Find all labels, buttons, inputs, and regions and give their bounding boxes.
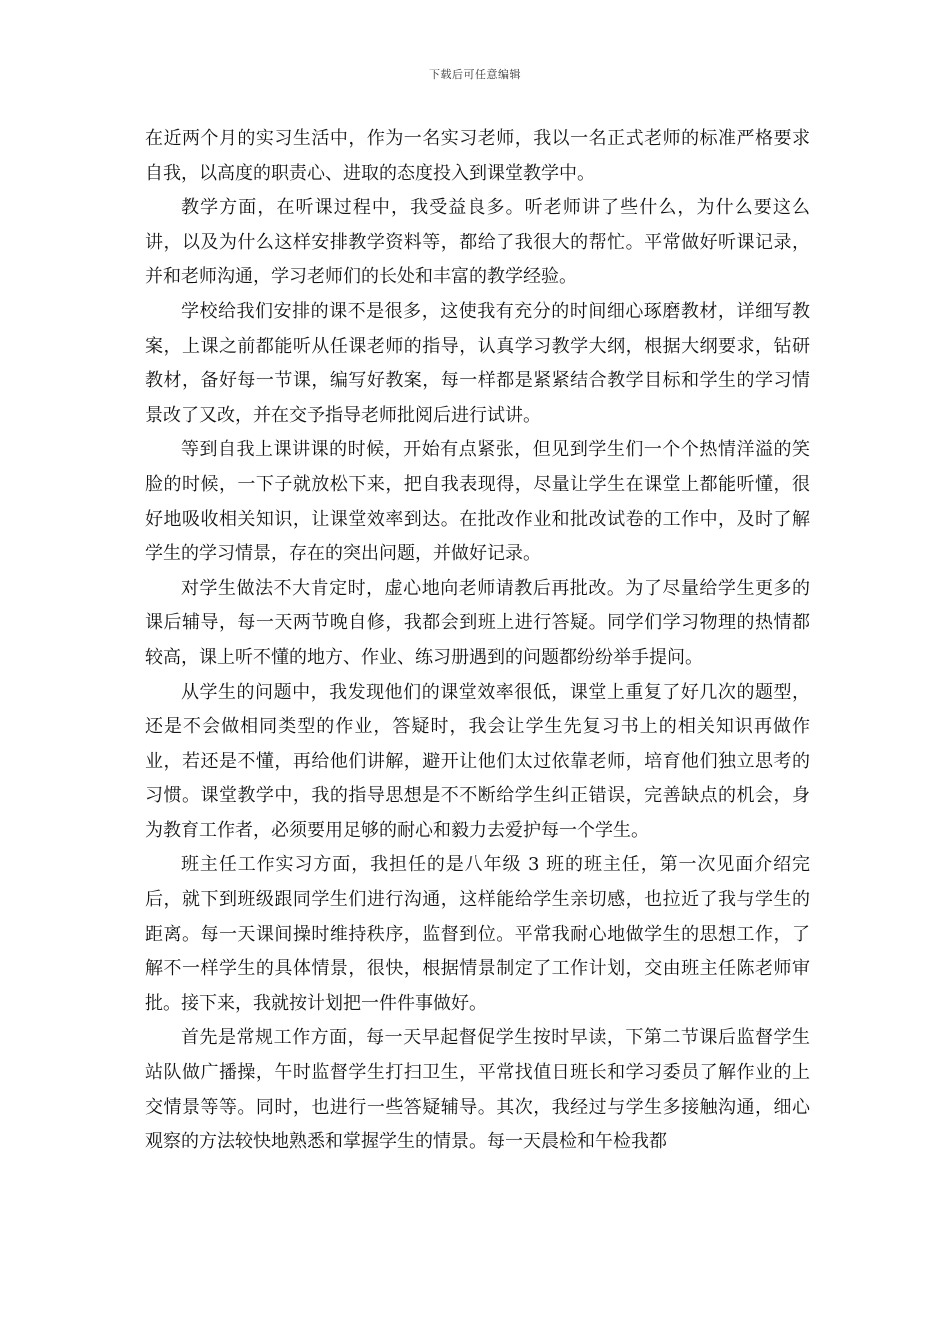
paragraph: 对学生做法不大肯定时，虚心地向老师请教后再批改。为了尽量给学生更多的课后辅导，每一天两节晚自修，我都会到班上进行答疑。同学们学习物理的热情都较高，课上听不懂的地方、作业、练习册遇到的问题都纷纷举手提问。 [145,577,810,668]
paragraph: 等到自我上课讲课的时候，开始有点紧张，但见到学生们一个个热情洋溢的笑脸的时候，一下子就放松下来，把自我表现得，尽量让学生在课堂上都能听懂，很好地吸收相关知识，让课堂效率到达。在批改作业和批改试卷的工作中，及时了解学生的学习情景，存在的突出问题，并做好记录。 [145,439,810,565]
paragraph: 首先是常规工作方面，每一天早起督促学生按时早读，下第二节课后监督学生站队做广播操，午时监督学生打扫卫生，平常找值日班长和学习委员了解作业的上交情景等等。同时，也进行一些答疑辅导。其次，我经过与学生多接触沟通，细心观察的方法较快地熟悉和掌握学生的情景。每一天晨检和午检我都 [145,1027,810,1153]
document-body [145,122,810,1160]
paragraph: 从学生的问题中，我发现他们的课堂效率很低，课堂上重复了好几次的题型，还是不会做相同类型的作业，答疑时，我会让学生先复习书上的相关知识再做作业，若还是不懂，再给他们讲解，避开让他们太过依靠老师，培育他们独立思考的习惯。课堂教学中，我的指导思想是不不断给学生纠正错误，完善缺点的机会，身为教育工作者，必须要用足够的耐心和毅力去爱护每一个学生。 [145,681,810,841]
paragraph: 教学方面，在听课过程中，我受益良多。听老师讲了些什么，为什么要这么讲，以及为什么这样安排教学资料等，都给了我很大的帮忙。平常做好听课记录，并和老师沟通，学习老师们的长处和丰富的教学经验。 [145,197,810,288]
paragraph: 班主任工作实习方面，我担任的是八年级 3 班的班主任，第一次见面介绍完后，就下到班级跟同学生们进行沟通，这样能给学生亲切感，也拉近了我与学生的距离。每一天课间操时维持秩序，监督到位。平常我耐心地做学生的思想工作，了解不一样学生的具体情景，很快，根据情景制定了工作计划，交由班主任陈老师审批。接下来，我就按计划把一件件事做好。 [145,854,810,1014]
paragraph: 在近两个月的实习生活中，作为一名实习老师，我以一名正式老师的标准严格要求自我，以高度的职责心、进取的态度投入到课堂教学中。 [145,128,810,184]
page-header: 下载后可任意编辑 [429,68,521,81]
paragraph: 学校给我们安排的课不是很多，这使我有充分的时间细心琢磨教材，详细写教案，上课之前都能听从任课老师的指导，认真学习教学大纲，根据大纲要求，钻研教材，备好每一节课，编写好教案，每一样都是紧紧结合教学目标和学生的学习情景改了又改，并在交予指导老师批阅后进行试讲。 [145,300,810,426]
